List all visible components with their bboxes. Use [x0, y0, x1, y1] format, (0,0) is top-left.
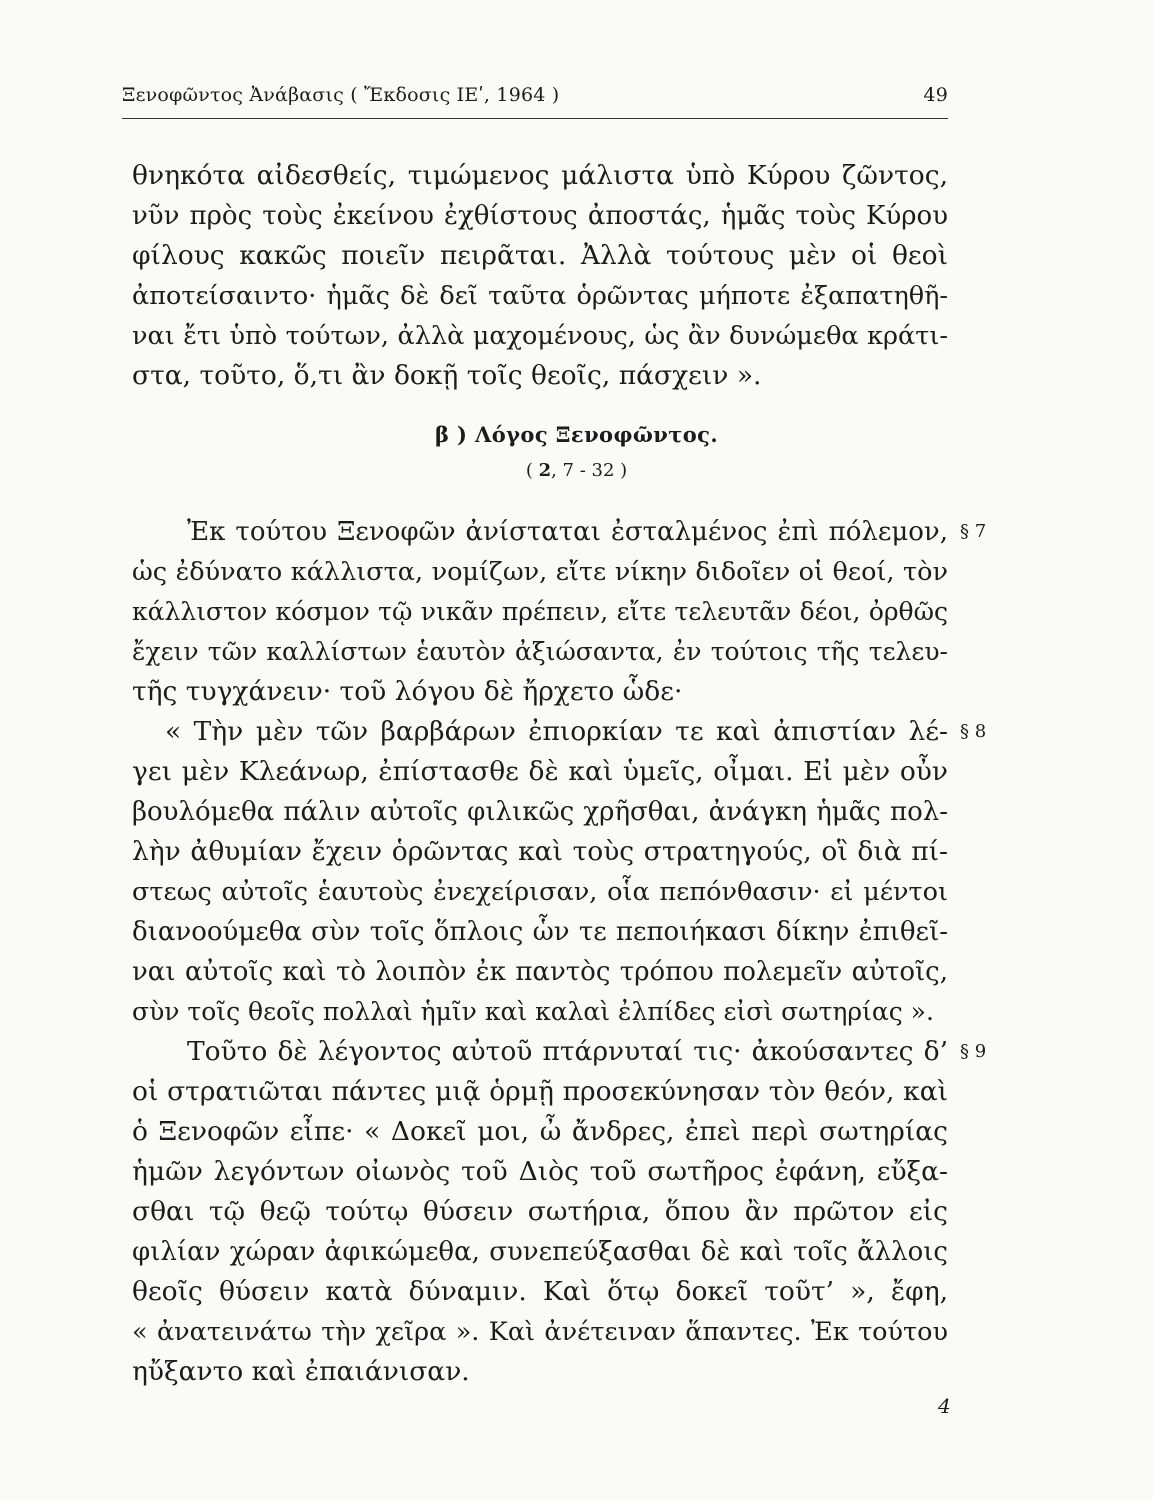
signature-mark: 4 [938, 1394, 951, 1418]
text-line: ὁ Ξενοφῶν εἶπε· « Δοκεῖ μοι, ὦ ἄνδρες, ἐπεὶ περὶ σωτηρίας [132, 1116, 948, 1147]
text-line: « ἀνατεινάτω τὴν χεῖρα ». Καὶ ἀνέτειναν ἅπαντες. Ἐκ τούτου [132, 1317, 948, 1347]
text-line: κάλλιστον κόσμον τῷ νικᾶν πρέπειν, εἴτε τελευτᾶν δέοι, ὀρθῶς [132, 597, 948, 626]
text-line: σὺν τοῖς θεοῖς πολλαὶ ἡμῖν καὶ καλαὶ ἐλπίδες εἰσὶ σωτηρίας ». [132, 997, 934, 1026]
text-line: ναι ἔτι ὑπὸ τούτων, ἀλλὰ μαχομένους, ὡς ἂν δυνώμεθα κράτι- [132, 321, 948, 351]
text-line: στεως αὐτοῖς ἑαυτοὺς ἐνεχείρισαν, οἷα πεπόνθασιν· εἰ μέντοι [132, 877, 948, 907]
text-line: λὴν ἀθυμίαν ἔχειν ὁρῶντας καὶ τοὺς στρατηγούς, οἳ διὰ πί- [132, 836, 948, 867]
text-line: γει μὲν Κλεάνωρ, ἐπίστασθε δὲ καὶ ὑμεῖς, οἶμαι. Εἰ μὲν οὖν [132, 756, 948, 787]
page-number: 49 [923, 84, 948, 106]
text-line: ναι αὐτοῖς καὶ τὸ λοιπὸν ἐκ παντὸς τρόπου πολεμεῖν αὐτοῖς, [132, 957, 948, 987]
text-line: τῆς τυγχάνειν· τοῦ λόγου δὲ ἤρχετο ὧδε· [132, 676, 683, 707]
text-line: στα, τοῦτο, ὅ,τι ἂν δοκῇ τοῖς θεοῖς, πάσχειν ». [132, 360, 762, 391]
paragraph-mark-7: § 7 [960, 521, 987, 542]
text-line: φιλίαν χώραν ἀφικώμεθα, συνεπεύξασθαι δὲ καὶ τοῖς ἄλλοις [132, 1237, 948, 1267]
text-line: ηὔξαντο καὶ ἐπαιάνισαν. [132, 1356, 470, 1387]
running-title: Ξενοφῶντος Ἀνάβασις ( Ἔκδοσις ΙΕʹ, 1964 ) [122, 84, 560, 106]
paragraph-mark-8: § 8 [960, 721, 987, 742]
ref-book: 2 [538, 460, 552, 481]
text-line: νῦν πρὸς τοὺς ἐκείνου ἐχθίστους ἀποστάς, ἡμᾶς τοὺς Κύρου [132, 201, 948, 231]
text-line: ἔχειν τῶν καλλίστων ἑαυτὸν ἀξιώσαντα, ἐν τούτοις τῆς τελευ- [132, 637, 948, 666]
text-line: θνηκότα αἰδεσθείς, τιμώμενος μάλιστα ὑπὸ Κύρου ζῶντος, [132, 160, 948, 191]
text-line: ἀποτείσαιντο· ἡμᾶς δὲ δεῖ ταῦτα ὁρῶντας μήποτε ἐξαπατηθῆ- [132, 281, 948, 311]
section-title: β ) Λόγος Ξενοφῶντος. [434, 422, 719, 447]
text-line: « Τὴν μὲν τῶν βαρβάρων ἐπιορκίαν τε καὶ ἀπιστίαν λέ- [165, 716, 948, 747]
ref-rest: , 7 - 32 ) [551, 460, 628, 481]
section-reference [0, 460, 1153, 481]
text-line: σθαι τῷ θεῷ τούτῳ θύσειν σωτήρια, ὅπου ἂν πρῶτον εἰς [132, 1196, 948, 1227]
text-line: οἱ στρατιῶται πάντες μιᾷ ὁρμῇ προσεκύνησαν τὸν θεόν, καὶ [132, 1076, 948, 1107]
paragraph-mark-9: § 9 [960, 1041, 987, 1062]
text-line: Ἐκ τούτου Ξενοφῶν ἀνίσταται ἐσταλμένος ἐπὶ πόλεμον, [187, 517, 948, 547]
text-line: διανοούμεθα σὺν τοῖς ὅπλοις ὧν τε πεποιήκασι δίκην ἐπιθεῖ- [132, 917, 948, 947]
text-line: ὡς ἐδύνατο κάλλιστα, νομίζων, εἴτε νίκην διδοῖεν οἱ θεοί, τὸν [132, 557, 948, 587]
text-line: βουλόμεθα πάλιν αὐτοῖς φιλικῶς χρῆσθαι, ἀνάγκη ἡμᾶς πολ- [132, 797, 948, 827]
text-line: φίλους κακῶς ποιεῖν πειρᾶται. Ἀλλὰ τούτους μὲν οἱ θεοὶ [132, 240, 948, 271]
text-line: ἡμῶν λεγόντων οἰωνὸς τοῦ Διὸς τοῦ σωτῆρος ἐφάνη, εὔξα- [132, 1156, 948, 1187]
text-line: Τοῦτο δὲ λέγοντος αὐτοῦ πτάρνυταί τις· ἀκούσαντες δ’ [187, 1036, 948, 1067]
ref-open: ( [525, 460, 539, 481]
text-line: θεοῖς θύσειν κατὰ δύναμιν. Καὶ ὅτῳ δοκεῖ τοῦτ’ », ἔφη, [132, 1276, 948, 1307]
